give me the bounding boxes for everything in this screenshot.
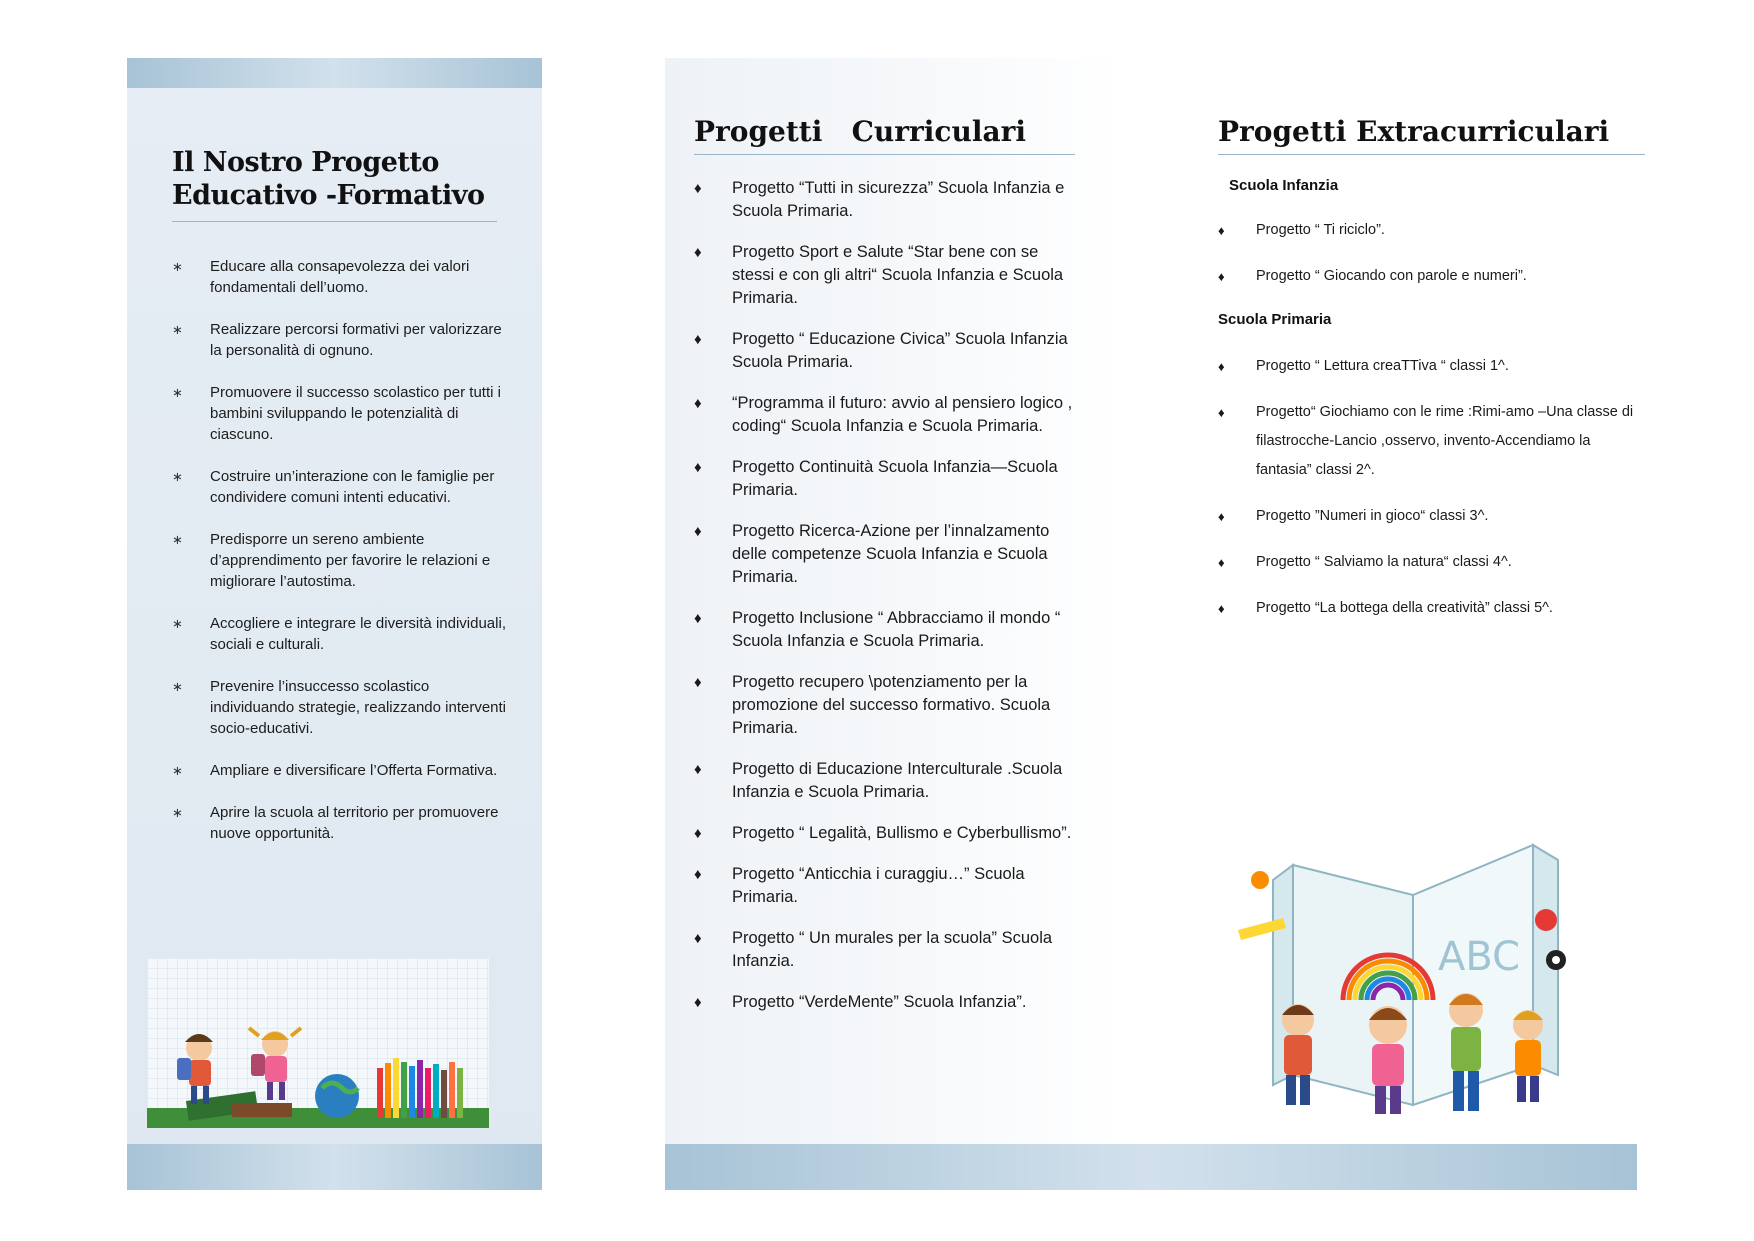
right-title-rule bbox=[1218, 154, 1645, 155]
diamond-bullet-icon: ♦ bbox=[694, 761, 702, 778]
diamond-bullet-icon: ♦ bbox=[694, 180, 702, 197]
list-item: ♦ Progetto recupero \potenziamento per la promozione del successo formativo. Scuola Primaria. bbox=[694, 673, 1051, 737]
list-item: ♦ Progetto “VerdeMente” Scuola Infanzia”. bbox=[694, 991, 1079, 1014]
diamond-bullet-icon: ♦ bbox=[694, 610, 702, 627]
asterisk-bullet-icon: ∗ bbox=[172, 763, 183, 778]
left-title: Il Nostro Progetto Educativo -Formativo bbox=[172, 147, 485, 211]
diamond-bullet-icon: ♦ bbox=[694, 866, 702, 883]
diamond-bullet-icon: ♦ bbox=[694, 331, 702, 348]
infanzia-projects-list bbox=[1218, 216, 1638, 308]
diamond-bullet-icon: ♦ bbox=[1218, 555, 1225, 570]
list-item: ♦ Progetto “Anticchia i curaggiu…” Scuola Primaria. bbox=[694, 865, 1025, 906]
list-item: ♦ Progetto “ Educazione Civica” Scuola Infanzia Scuola Primaria. bbox=[694, 330, 1068, 371]
diamond-bullet-icon: ♦ bbox=[694, 523, 702, 540]
open-book-with-kids-illustration bbox=[1238, 820, 1588, 1125]
asterisk-bullet-icon: ∗ bbox=[172, 469, 183, 484]
primaria-projects-list bbox=[1218, 352, 1638, 640]
diamond-bullet-icon: ♦ bbox=[1218, 359, 1225, 374]
diamond-bullet-icon: ♦ bbox=[1218, 509, 1225, 524]
diamond-bullet-icon: ♦ bbox=[1218, 223, 1225, 238]
list-item: ♦ Progetto Inclusione “ Abbracciamo il mondo “ Scuola Infanzia e Scuola Primaria. bbox=[694, 609, 1061, 650]
middle-title-rule bbox=[694, 154, 1075, 155]
middle-title: Progetti Curriculari bbox=[694, 115, 1026, 148]
diamond-bullet-icon: ♦ bbox=[1218, 601, 1225, 616]
asterisk-bullet-icon: ∗ bbox=[172, 322, 183, 337]
list-item: ♦ Progetto “Tutti in sicurezza” Scuola Infanzia e Scuola Primaria. bbox=[694, 179, 1065, 220]
left-bottom-band bbox=[127, 1144, 542, 1190]
bottom-band bbox=[665, 1144, 1637, 1190]
list-item: ♦ Progetto “ Ti riciclo”. bbox=[1218, 216, 1638, 245]
diamond-bullet-icon: ♦ bbox=[694, 244, 702, 261]
list-item: ∗ Ampliare e diversificare l’Offerta Formativa. bbox=[172, 762, 498, 779]
list-item: ♦ Progetto “La bottega della creatività” classi 5^. bbox=[1218, 594, 1638, 623]
asterisk-bullet-icon: ∗ bbox=[172, 805, 183, 820]
list-item: ∗ Prevenire l’insuccesso scolastico individuando strategie, realizzando interventi socio-educativi. bbox=[172, 678, 507, 737]
list-item: ♦ Progetto Continuità Scuola Infanzia—Scuola Primaria. bbox=[694, 458, 1058, 499]
scuola-infanzia-heading: Scuola Infanzia bbox=[1229, 177, 1339, 194]
list-item: ∗ Predisporre un sereno ambiente d’apprendimento per favorire le relazioni e migliorare l’autostima. bbox=[172, 531, 491, 590]
diamond-bullet-icon: ♦ bbox=[694, 459, 702, 476]
asterisk-bullet-icon: ∗ bbox=[172, 385, 183, 400]
list-item: ∗ Costruire un’interazione con le famiglie per condividere comuni intenti educativi. bbox=[172, 468, 495, 506]
list-item: ∗ Realizzare percorsi formativi per valorizzare la personalità di ognuno. bbox=[172, 321, 502, 359]
diamond-bullet-icon: ♦ bbox=[694, 994, 702, 1011]
left-top-band bbox=[127, 58, 542, 88]
list-item: ♦ Progetto Sport e Salute “Star bene con se stessi e con gli altri“ Scuola Infanzia e Scuola Primaria. bbox=[694, 243, 1064, 307]
diamond-bullet-icon: ♦ bbox=[1218, 269, 1225, 284]
list-item: ♦ Progetto “ Salviamo la natura“ classi 4^. bbox=[1218, 548, 1638, 577]
list-item: ♦ Progetto “ Lettura creaTTiva “ classi 1^. bbox=[1218, 352, 1638, 381]
right-title: Progetti Extracurriculari bbox=[1218, 115, 1610, 148]
list-item: ∗ Promuovere il successo scolastico per tutti i bambini sviluppando le potenzialità di ciascuno. bbox=[172, 384, 501, 443]
list-item: ♦ Progetto Ricerca-Azione per l’innalzamento delle competenze Scuola Infanzia e Scuola Primaria. bbox=[694, 522, 1050, 586]
curricular-projects-list bbox=[694, 177, 1079, 1032]
left-goals-list bbox=[172, 256, 512, 865]
list-item: ∗ Educare alla consapevolezza dei valori fondamentali dell’uomo. bbox=[172, 258, 470, 296]
diamond-bullet-icon: ♦ bbox=[694, 930, 702, 947]
book-abc-text: ABC bbox=[1438, 934, 1521, 980]
scuola-primaria-heading: Scuola Primaria bbox=[1218, 311, 1332, 328]
list-item: ♦ Progetto di Educazione Interculturale .Scuola Infanzia e Scuola Primaria. bbox=[694, 760, 1063, 801]
diamond-bullet-icon: ♦ bbox=[1218, 405, 1225, 420]
list-item: ♦ Progetto“ Giochiamo con le rime :Rimi-amo –Una classe di filastrocche-Lancio ,osservo, invento-Accendiamo la fantasia” classi 2^. bbox=[1218, 398, 1638, 485]
diamond-bullet-icon: ♦ bbox=[694, 825, 702, 842]
list-item: ∗ Accogliere e integrare le diversità individuali, sociali e culturali. bbox=[172, 615, 506, 653]
left-title-rule bbox=[172, 221, 497, 222]
list-item: ♦ Progetto “ Giocando con parole e numeri”. bbox=[1218, 262, 1638, 291]
list-item: ♦ Progetto “ Legalità, Bullismo e Cyberbullismo”. bbox=[694, 822, 1079, 845]
asterisk-bullet-icon: ∗ bbox=[172, 616, 183, 631]
list-item: ♦ Progetto ”Numeri in gioco“ classi 3^. bbox=[1218, 502, 1638, 531]
diamond-bullet-icon: ♦ bbox=[694, 674, 702, 691]
diamond-bullet-icon: ♦ bbox=[694, 395, 702, 412]
list-item: ∗ Aprire la scuola al territorio per promuovere nuove opportunità. bbox=[172, 804, 499, 842]
list-item: ♦ “Programma il futuro: avvio al pensiero logico , coding“ Scuola Infanzia e Scuola Primaria. bbox=[694, 394, 1073, 435]
kids-with-school-supplies-illustration bbox=[147, 958, 489, 1128]
asterisk-bullet-icon: ∗ bbox=[172, 259, 183, 274]
list-item: ♦ Progetto “ Un murales per la scuola” Scuola Infanzia. bbox=[694, 929, 1053, 970]
asterisk-bullet-icon: ∗ bbox=[172, 532, 183, 547]
asterisk-bullet-icon: ∗ bbox=[172, 679, 183, 694]
